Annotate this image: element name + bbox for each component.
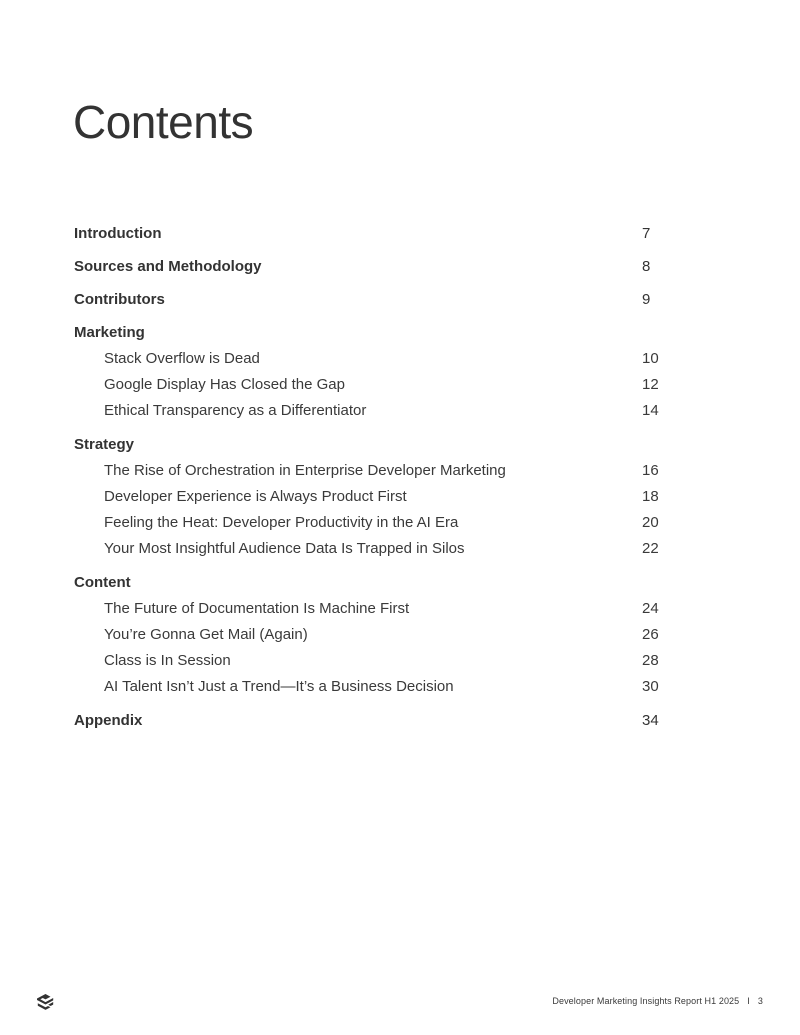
page-footer	[552, 996, 763, 1006]
toc-entry-introduction[interactable]	[74, 222, 659, 246]
toc-entry-label: Introduction	[74, 225, 162, 242]
toc-entry[interactable]	[74, 398, 659, 424]
toc-section-marketing	[74, 321, 659, 424]
toc-section-strategy	[74, 433, 659, 562]
toc-section-sources	[74, 255, 659, 279]
toc-entry-page-number: 34	[642, 712, 659, 729]
table-of-contents	[74, 222, 659, 733]
footer-separator: I	[747, 996, 750, 1006]
toc-heading-marketing	[74, 321, 659, 345]
toc-entry-page-number: 16	[642, 462, 659, 479]
toc-entry[interactable]	[74, 596, 659, 622]
toc-entry-page-number: 28	[642, 652, 659, 669]
toc-entry-page-number: 9	[642, 291, 651, 308]
toc-section-contributors	[74, 288, 659, 312]
toc-section-introduction	[74, 222, 659, 246]
toc-entry-page-number: 24	[642, 600, 659, 617]
toc-entry-page-number: 26	[642, 626, 659, 643]
toc-entry[interactable]	[74, 536, 659, 562]
page-title: Contents	[73, 96, 254, 148]
toc-entry[interactable]	[74, 674, 659, 700]
toc-entry-sources-and-methodology[interactable]	[74, 255, 659, 279]
toc-entry-label: Your Most Insightful Audience Data Is Trapped in Silos	[104, 540, 465, 557]
toc-entry[interactable]	[74, 458, 659, 484]
toc-entry-label: Developer Experience is Always Product First	[104, 488, 407, 505]
toc-entry[interactable]	[74, 648, 659, 674]
toc-section-label: Content	[74, 574, 131, 591]
toc-section-label: Strategy	[74, 436, 135, 453]
toc-entry-label: Feeling the Heat: Developer Productivity in the AI Era	[104, 514, 459, 531]
toc-entry-label: Sources and Methodology	[74, 258, 262, 275]
toc-entry-page-number: 14	[642, 402, 659, 419]
page-number: 3	[757, 996, 763, 1006]
toc-entry-contributors[interactable]	[74, 288, 659, 312]
toc-entry-label: The Future of Documentation Is Machine First	[104, 600, 410, 617]
toc-entry-label: Appendix	[74, 712, 143, 729]
toc-entry-label: Class is In Session	[104, 652, 231, 669]
toc-entry-appendix[interactable]	[74, 709, 659, 733]
toc-entry[interactable]	[74, 346, 659, 372]
toc-entry-page-number: 12	[642, 376, 659, 393]
toc-section-appendix	[74, 709, 659, 733]
toc-entry-label: The Rise of Orchestration in Enterprise Developer Marketing	[104, 462, 506, 479]
toc-entry[interactable]	[74, 484, 659, 510]
toc-entry-page-number: 10	[642, 350, 659, 367]
toc-section-content	[74, 571, 659, 700]
toc-entry-label: You’re Gonna Get Mail (Again)	[104, 626, 308, 643]
toc-entry-label: Ethical Transparency as a Differentiator	[104, 402, 367, 419]
toc-entry-page-number: 8	[642, 258, 651, 275]
toc-entry-page-number: 22	[642, 540, 659, 557]
toc-entry-label: Google Display Has Closed the Gap	[104, 376, 345, 393]
toc-entry[interactable]	[74, 510, 659, 536]
toc-heading-content	[74, 571, 659, 595]
toc-entry-label: Stack Overflow is Dead	[104, 350, 260, 367]
toc-entry-label: AI Talent Isn’t Just a Trend—It’s a Business Decision	[104, 678, 454, 695]
toc-section-label: Marketing	[74, 324, 145, 341]
toc-entry-page-number: 7	[642, 225, 651, 242]
toc-entry[interactable]	[74, 372, 659, 398]
toc-heading-strategy	[74, 433, 659, 457]
brand-logo-icon	[36, 993, 55, 1010]
toc-entry-page-number: 18	[642, 488, 659, 505]
report-title: Developer Marketing Insights Report H1 2025	[552, 996, 740, 1006]
toc-entry-page-number: 30	[642, 678, 659, 695]
toc-entry-page-number: 20	[642, 514, 659, 531]
toc-entry-label: Contributors	[74, 291, 165, 308]
toc-entry[interactable]	[74, 622, 659, 648]
